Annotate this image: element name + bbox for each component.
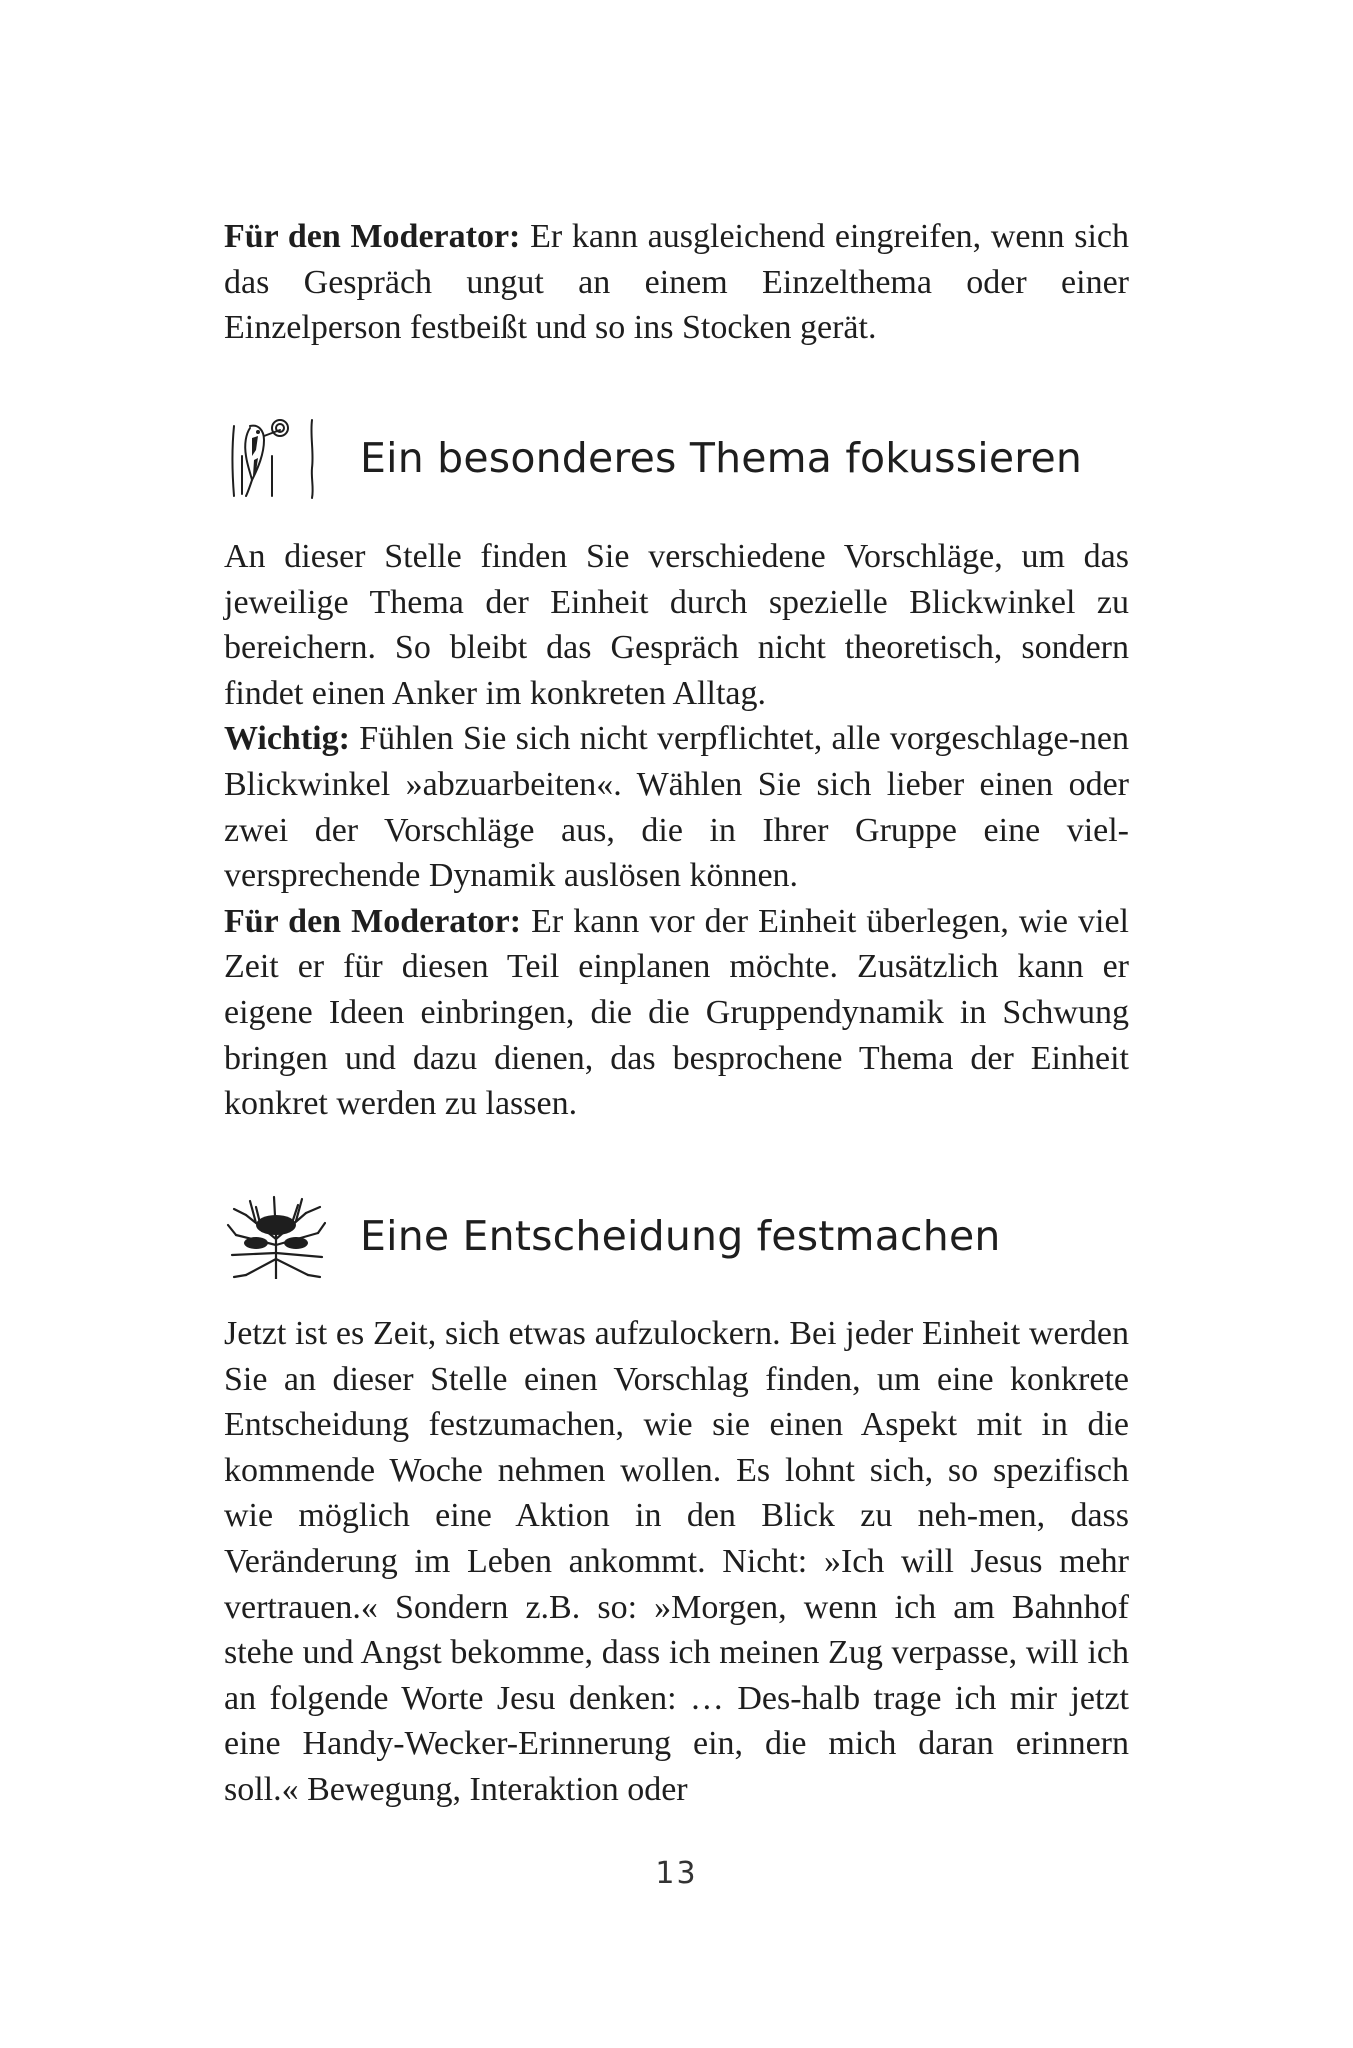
section2-paragraph-1: Jetzt ist es Zeit, sich etwas aufzulockern. Bei jeder Einheit werden Sie an dieser Stelle einen Vorschlag finden, um eine konkrete Entscheidung festzumachen, wie sie einen Aspekt mit in die kommende Woche nehmen wollen. Es lohnt sich, so spezifisch wie möglich eine Aktion in den Blick zu neh-men, dass Veränderung im Leben ankommt. Nicht: »Ich will Jesus mehr vertrauen.« Sondern z.B. so: »Morgen, wenn ich am Bahnhof stehe und Angst bekomme, dass ich meinen Zug verpasse, will ich an folgende Worte Jesu denken: … Des-halb trage ich mir jetzt eine Handy-Wecker-Erinnerung ein, die mich daran erinnern soll.« Bewegung, Interaktion oder: [224, 1315, 1129, 1808]
section1-body: [224, 534, 1129, 1127]
moderator-label: Für den Moderator:: [224, 218, 521, 255]
important-label: Wichtig:: [224, 720, 350, 758]
tree-icon: [226, 1195, 326, 1279]
section2-body: [224, 1311, 1129, 1813]
moderator-label: Für den Moderator:: [224, 902, 522, 940]
section1-paragraph-2-text: Fühlen Sie sich nicht verpflichtet, alle vorgeschlage-nen Blickwinkel »abzuarbeiten«. Wählen Sie sich lieber einen oder zwei der Vorschläge aus, die in Ihrer Gruppe eine viel-versprechende Dynamik auslösen können.: [224, 720, 1129, 895]
section-heading-make-decision: Eine Entscheidung festmachen: [360, 1212, 1001, 1260]
section1-paragraph-2: [224, 716, 1129, 898]
page-number: 13: [655, 1856, 698, 1891]
section-heading-focus-topic: Ein besonderes Thema fokussieren: [360, 434, 1083, 482]
intro-paragraph: [224, 214, 1129, 351]
section1-paragraph-3-text: Er kann vor der Einheit überlegen, wie viel Zeit er für diesen Teil einplanen möchte. Zusätzlich kann er eigene Ideen einbringen, die die Gruppendynamik in Schwung bringen und dazu dienen, das besprochene Thema der Einheit konkret werden zu lassen.: [224, 902, 1130, 1123]
woodpecker-icon: [228, 416, 320, 502]
section1-paragraph-1: An dieser Stelle finden Sie verschiedene Vorschläge, um das jeweilige Thema der Einheit durch spezielle Blickwinkel zu bereichern. So bleibt das Gespräch nicht theoretisch, sondern findet einen Anker im konkreten Alltag.: [224, 538, 1129, 712]
intro-text: [224, 214, 1129, 351]
section1-paragraph-3: [224, 899, 1129, 1127]
intro-body: Er kann ausgleichend eingreifen, wenn sich das Gespräch ungut an einem Einzelthema oder einer Einzelperson festbeißt und so ins Stocken gerät.: [224, 218, 1129, 347]
